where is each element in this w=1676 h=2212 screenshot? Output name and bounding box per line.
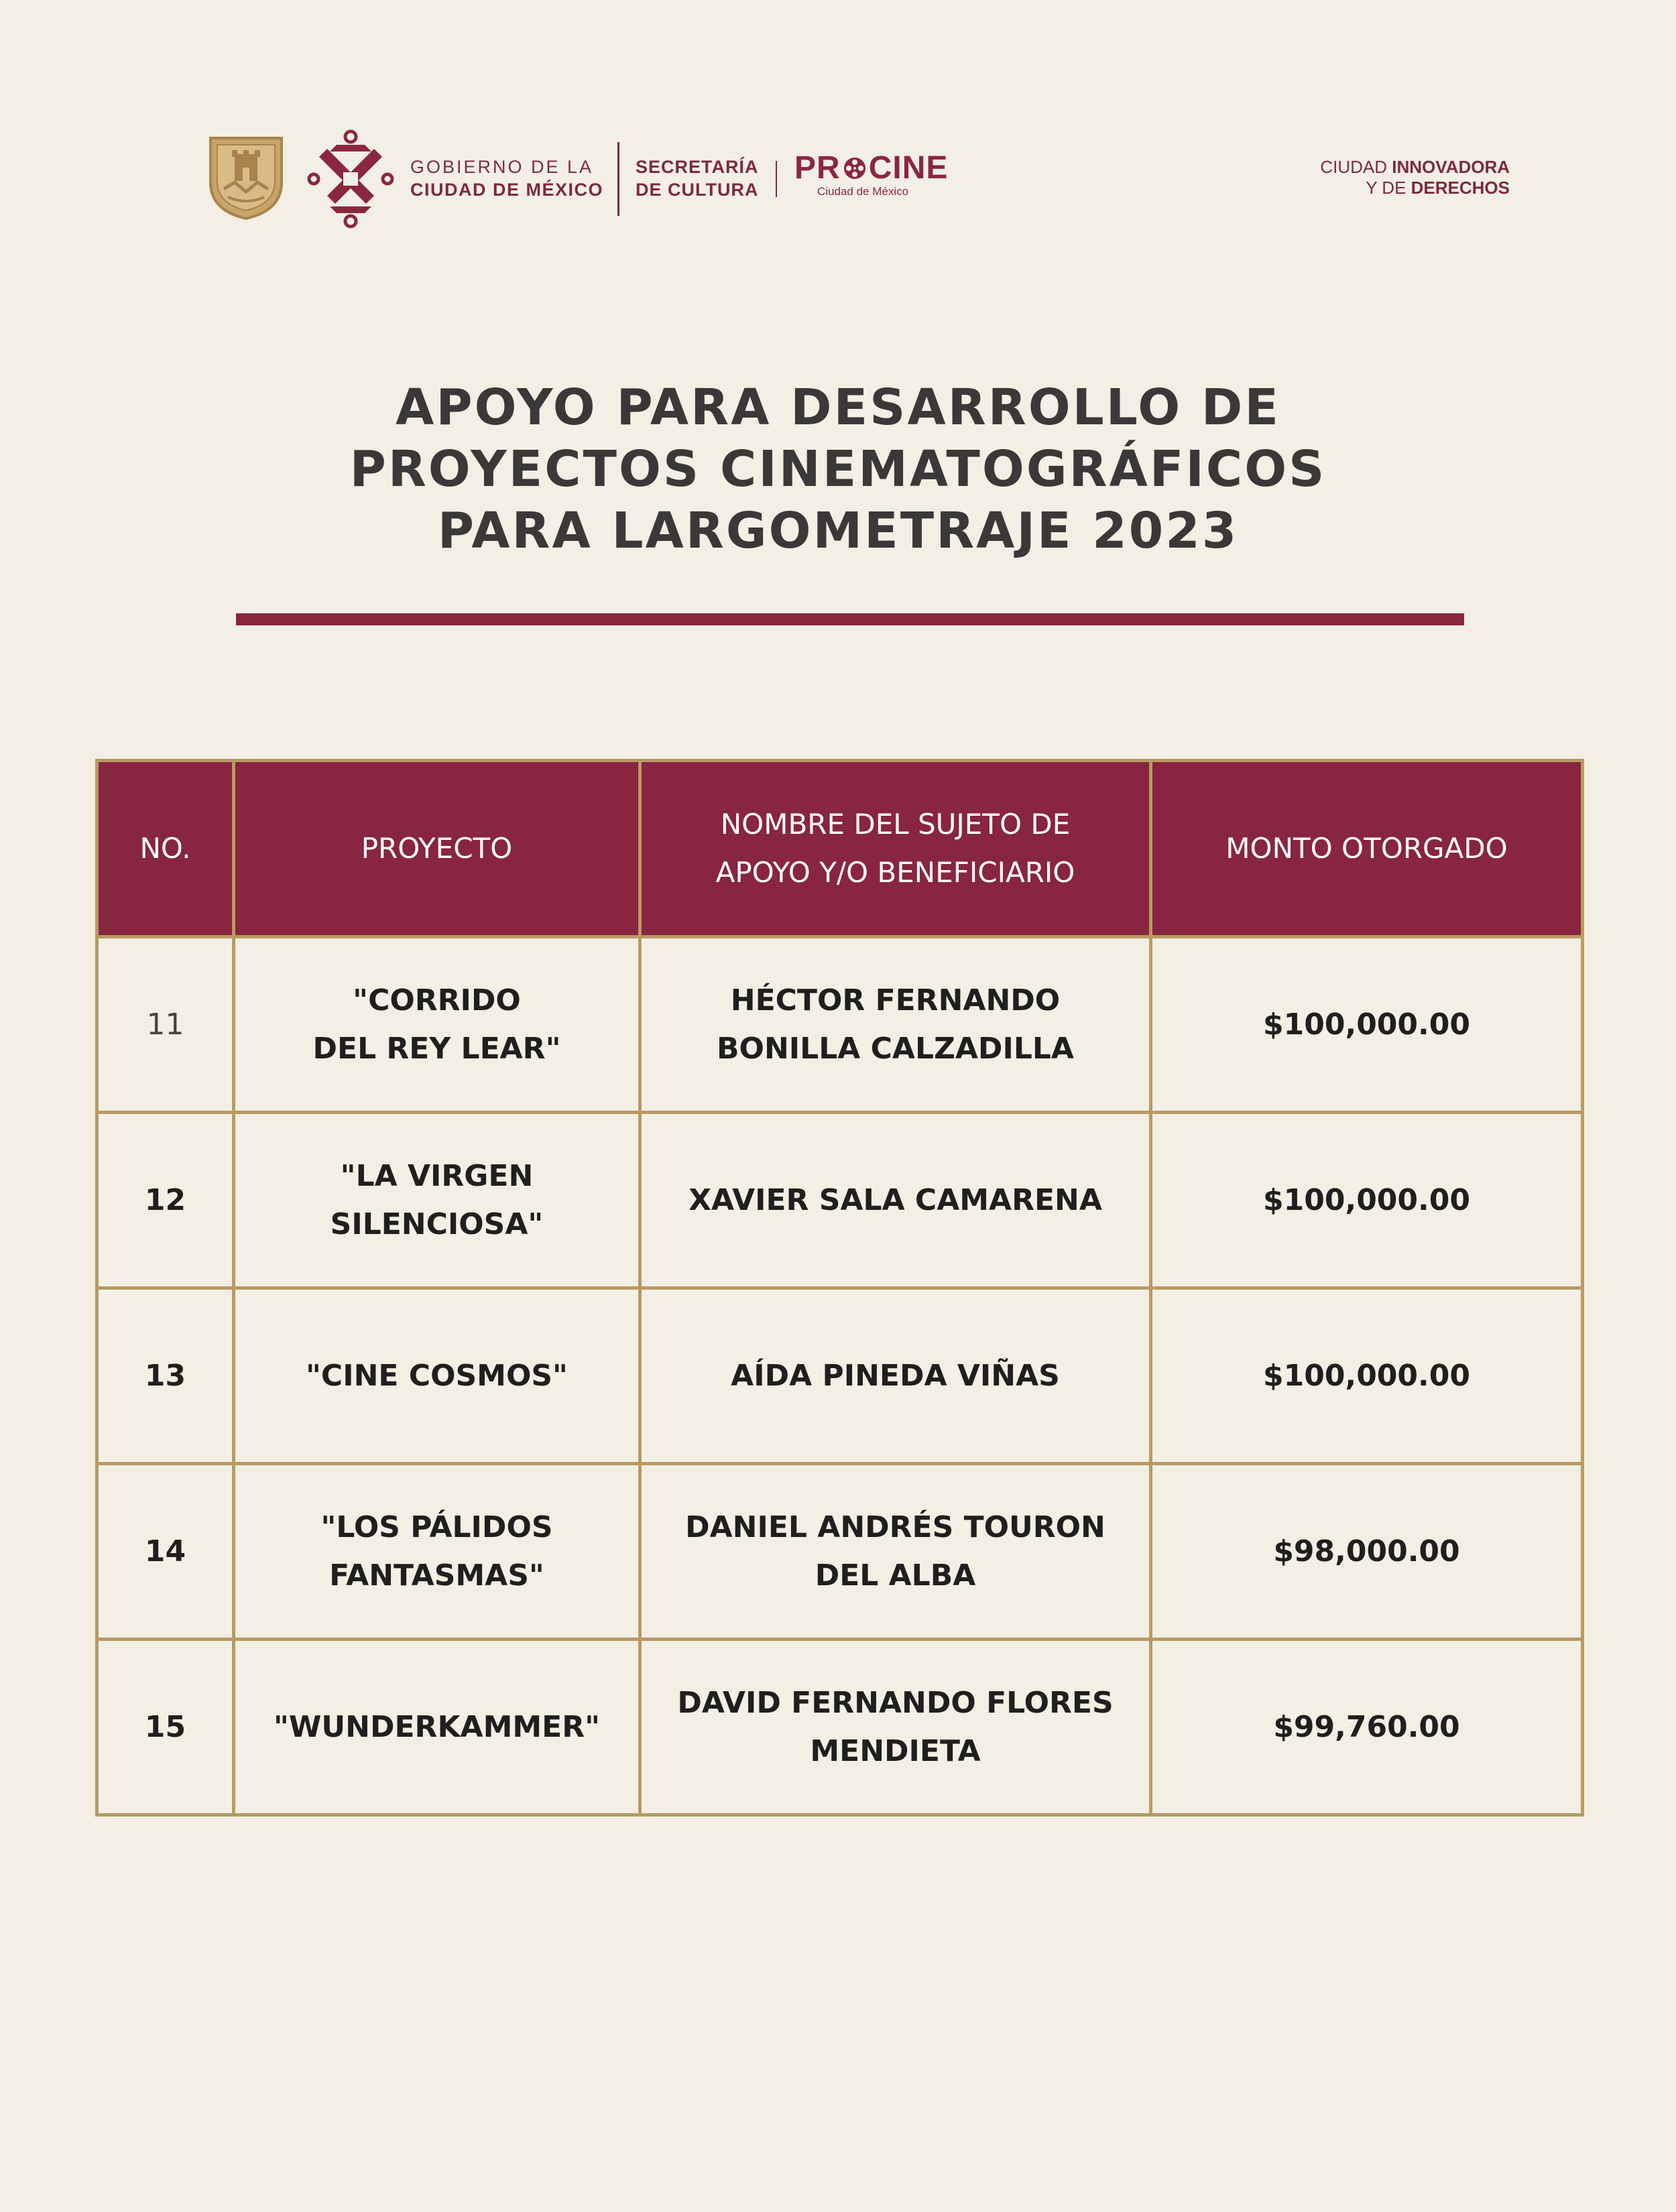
cell-monto: $100,000.00 [1151, 937, 1583, 1113]
page-title [0, 377, 1676, 562]
title-line-2: PROYECTOS CINEMATOGRÁFICOS [349, 440, 1327, 498]
table-header-row [97, 761, 1583, 937]
cell-beneficiario: DAVID FERNANDO FLORES MENDIETA [640, 1640, 1151, 1815]
header-proyecto: PROYECTO [234, 761, 640, 937]
procine-subtitle: Ciudad de México [817, 185, 909, 198]
slogan-line-2-light: Y DE [1366, 178, 1411, 198]
cell-no: 14 [97, 1464, 234, 1640]
cell-monto: $100,000.00 [1151, 1288, 1583, 1464]
table-row [97, 1113, 1583, 1288]
cell-no: 15 [97, 1640, 234, 1815]
page-header [0, 0, 1676, 241]
cell-no: 11 [97, 937, 234, 1113]
slogan-line-1-bold: INNOVADORA [1392, 157, 1510, 177]
film-reel-icon [843, 156, 867, 180]
cell-beneficiario: XAVIER SALA CAMARENA [640, 1113, 1151, 1288]
slogan-line-2-bold: DERECHOS [1411, 178, 1510, 198]
cell-monto: $100,000.00 [1151, 1113, 1583, 1288]
table-row [97, 1288, 1583, 1464]
title-line-3: PARA LARGOMETRAJE 2023 [437, 502, 1239, 560]
cell-monto: $99,760.00 [1151, 1640, 1583, 1815]
cell-proyecto: "LOS PÁLIDOS FANTASMAS" [234, 1464, 640, 1640]
cell-no: 12 [97, 1113, 234, 1288]
table-row [97, 1640, 1583, 1815]
cell-beneficiario: AÍDA PINEDA VIÑAS [640, 1288, 1151, 1464]
government-line-1: GOBIERNO DE LA [410, 157, 594, 177]
header-divider [617, 142, 619, 216]
cell-proyecto: "CINE COSMOS" [234, 1288, 640, 1464]
procine-logo [794, 151, 948, 198]
cell-proyecto: "LA VIRGEN SILENCIOSA" [234, 1113, 640, 1288]
title-line-1: APOYO PARA DESARROLLO DE [396, 379, 1280, 436]
header-divider [776, 161, 777, 197]
secretaria-line-2: DE CULTURA [636, 180, 759, 200]
slogan-line-1-light: CIUDAD [1320, 157, 1392, 177]
city-slogan [1320, 157, 1510, 198]
government-name [410, 156, 603, 201]
header-no: NO. [97, 761, 234, 937]
awards-table [95, 759, 1584, 1817]
header-monto: MONTO OTORGADO [1151, 761, 1583, 937]
government-line-2: CIUDAD DE MÉXICO [410, 180, 604, 200]
header-beneficiario: NOMBRE DEL SUJETO DE APOYO Y/O BENEFICIARIO [640, 761, 1151, 937]
shield-coat-of-arms-icon [208, 135, 284, 221]
table-row [97, 1464, 1583, 1640]
procine-right-text: CINE [868, 150, 949, 186]
cell-beneficiario: DANIEL ANDRÉS TOURON DEL ALBA [640, 1464, 1151, 1640]
cdmx-knot-logo-icon [307, 129, 394, 229]
cell-beneficiario: HÉCTOR FERNANDO BONILLA CALZADILLA [640, 937, 1151, 1113]
secretaria-name [636, 156, 759, 201]
secretaria-line-1: SECRETARÍA [636, 157, 759, 177]
table-row [97, 937, 1583, 1113]
procine-left-text: PR [794, 150, 841, 186]
cell-proyecto: "WUNDERKAMMER" [234, 1640, 640, 1815]
cell-monto: $98,000.00 [1151, 1464, 1583, 1640]
title-underline [236, 613, 1464, 625]
cell-proyecto: "CORRIDO DEL REY LEAR" [234, 937, 640, 1113]
cell-no: 13 [97, 1288, 234, 1464]
